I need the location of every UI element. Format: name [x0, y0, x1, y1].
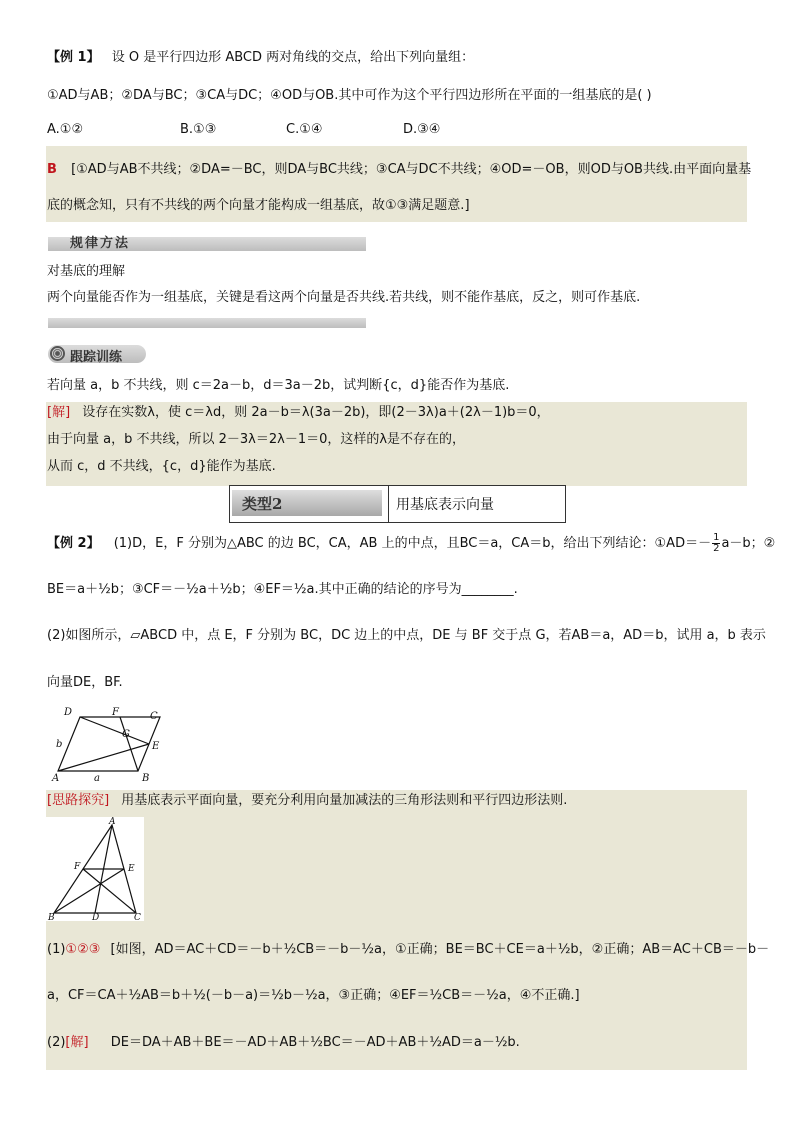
solution-part1-line1: (1)①②③ [如图，AD＝AC＋CD＝－b＋½CB＝－b－½a，①正确；BE＝BC＋CE＝a＋½b，②正确；AB＝AC＋CB＝－b－: [47, 942, 770, 957]
training-question: 若向量 a，b 不共线，则 c＝2a－b，d＝3a－2b，试判断{c，d}能否作为基底.: [47, 378, 510, 393]
solution-part2-tag: [解]: [65, 1035, 89, 1050]
label-F: F: [112, 707, 119, 718]
label-E: E: [152, 741, 160, 752]
solution-part2: (2)[解] DE＝DA＋AB＋BE＝－AD＋AB＋½BC＝－AD＋AB＋½AD＝a－½b.: [47, 1035, 520, 1050]
option-a: A.①②: [47, 122, 84, 137]
label-tri-E: E: [128, 864, 135, 874]
solution-part1-line2: a，CF＝CA＋½AB＝b＋½(－b－a)＝½b－½a，③正确；④EF＝½CB＝－½a，④不正确.]: [47, 988, 580, 1003]
option-b: B.①③: [180, 122, 217, 137]
label-G: G: [122, 729, 130, 740]
label-C: C: [150, 711, 158, 722]
triangle-figure: [46, 817, 144, 921]
rule-end-bar: [48, 318, 366, 328]
target-icon: [50, 346, 65, 361]
parallelogram-figure: [46, 705, 166, 783]
training-solution-line1: [解] 设存在实数λ，使 c＝λd，则 2a－b＝λ(3a－2b)，即(2－3λ)a＋(2λ－1)b＝0，: [47, 405, 550, 420]
example2-label: 【例 2】: [47, 536, 100, 551]
example1-label: 【例 1】: [47, 50, 100, 65]
label-B: B: [142, 773, 150, 783]
option-c: C.①④: [286, 122, 323, 137]
example1-answer: B: [47, 162, 57, 177]
think-tag: [思路探究]: [47, 793, 110, 808]
think-line: [思路探究] 用基底表示平面向量，要充分利用向量加减法的三角形法则和平行四边形法则.: [47, 793, 568, 808]
example2-solution-box: [46, 790, 747, 1070]
label-b: b: [56, 739, 63, 750]
example1-solution-line2: 底的概念知，只有不共线的两个向量才能构成一组基底，故①③满足题意.]: [47, 198, 470, 213]
example1-solution-line1: B [①AD与AB不共线；②DA=－BC，则DA与BC共线；③CA与DC不共线；④OD=－OB，则OD与OB共线.由平面向量基: [47, 162, 752, 177]
example1-stem: 设 O 是平行四边形 ABCD 两对角线的交点，给出下列向量组：: [111, 50, 475, 65]
rule-text: 两个向量能否作为一组基底，关键是看这两个向量是否共线.若共线，则不能作基底，反之，则可作基底.: [47, 290, 641, 305]
type2-title: 用基底表示向量: [396, 497, 494, 513]
example2-line3: (2)如图所示，▱ABCD 中，点 E，F 分别为 BC，DC 边上的中点，DE 与 BF 交于点 G，若AB＝a，AD＝b，试用 a，b 表示: [47, 628, 766, 643]
rule-banner-title: 规律方法: [70, 236, 131, 251]
example2-line4: 向量DE，BF.: [47, 675, 123, 690]
label-D: D: [64, 707, 73, 718]
type2-tag: 类型2: [232, 490, 382, 516]
label-tri-C: C: [134, 913, 141, 921]
option-d: D.③④: [403, 122, 441, 137]
label-tri-D: D: [92, 913, 100, 921]
example1-groups: ①AD与AB；②DA与BC；③CA与DC；④OD与OB.其中可作为这个平行四边形所在平面的一组基底的是( ): [47, 88, 652, 103]
rule-title: 对基底的理解: [47, 264, 126, 279]
label-tri-A: A: [109, 817, 116, 827]
training-title: 跟踪训练: [70, 350, 123, 365]
example2-line1: 【例 2】 (1)D，E，F 分别为△ABC 的边 BC，CA，AB 上的中点，且BC＝a，CA＝b，给出下列结论：①AD＝－ $\frac{1}{2}$ a－b；②: [47, 532, 776, 554]
solution-answer: ①②③: [65, 942, 101, 957]
training-solution-tag: [解]: [47, 405, 71, 420]
example1-header: [47, 48, 474, 68]
type2-header: [229, 485, 566, 523]
label-A: A: [52, 773, 60, 783]
label-a: a: [94, 773, 100, 783]
label-tri-F: F: [74, 862, 81, 872]
training-solution-line2: 由于向量 a，b 不共线，所以 2－3λ＝2λ－1＝0，这样的λ是不存在的，: [47, 432, 466, 447]
example2-line2: BE＝a＋½b；③CF＝－½a＋½b；④EF＝½a.其中正确的结论的序号为________.: [47, 582, 518, 597]
label-tri-B: B: [48, 913, 55, 921]
training-solution-line3: 从而 c，d 不共线，{c，d}能作为基底.: [47, 459, 276, 474]
